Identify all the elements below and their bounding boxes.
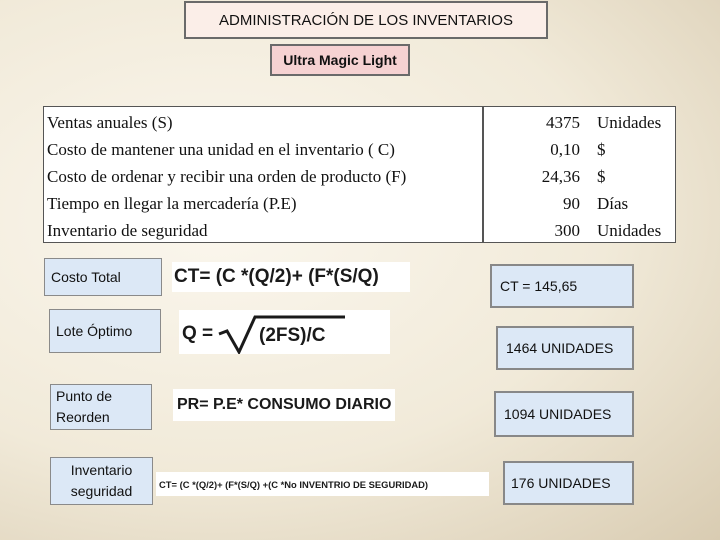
row-label-safety-stock: Inventario de seguridad: [47, 221, 208, 240]
parameters-labels-cell: [43, 106, 483, 243]
total-cost-label: Costo Total: [44, 258, 162, 296]
reorder-point-label: Punto de Reorden: [50, 384, 152, 430]
safety-stock-result: 176 UNIDADES: [503, 461, 634, 505]
row-label-ordering-cost: Costo de ordenar y recibir una orden de producto (F): [47, 167, 407, 186]
row-label-lead-time: Tiempo en llegar la mercadería (P.E): [47, 194, 297, 213]
row-unit-lead-time: Días: [597, 194, 629, 213]
row-unit-safety-stock: Unidades: [597, 221, 662, 240]
row-value-ordering-cost: 24,36: [541, 167, 580, 186]
safety-stock-formula: CT= (C *(Q/2)+ (F*(S/Q) +(C *No INVENTRIO DE SEGURIDAD): [156, 472, 489, 496]
row-value-holding-cost: 0,10: [550, 140, 580, 159]
row-unit-ordering-cost: $: [597, 167, 606, 186]
row-value-annual-sales: 4375: [546, 113, 580, 132]
optimal-lot-formula: [179, 310, 390, 354]
optimal-lot-radicand: (2FS)/C: [259, 325, 326, 346]
page-title: ADMINISTRACIÓN DE LOS INVENTARIOS: [184, 1, 548, 39]
parameters-table: [43, 106, 676, 243]
total-cost-formula: CT= (C *(Q/2)+ (F*(S/Q): [172, 262, 410, 292]
row-unit-annual-sales: Unidades: [597, 113, 662, 132]
row-label-holding-cost: Costo de mantener una unidad en el inventario ( C): [47, 140, 395, 159]
reorder-point-formula: PR= P.E* CONSUMO DIARIO: [173, 389, 395, 421]
optimal-lot-label: Lote Óptimo: [49, 309, 161, 353]
reorder-point-result: 1094 UNIDADES: [494, 391, 634, 437]
optimal-lot-q-equals: Q =: [182, 323, 214, 344]
safety-stock-label: Inventario seguridad: [50, 457, 153, 505]
row-label-annual-sales: Ventas anuales (S): [47, 113, 173, 132]
total-cost-result: CT = 145,65: [490, 264, 634, 308]
row-value-lead-time: 90: [563, 194, 580, 213]
product-name-label: Ultra Magic Light: [270, 44, 410, 76]
row-unit-holding-cost: $: [597, 140, 606, 159]
parameters-values-cell: [483, 106, 676, 243]
optimal-lot-result: 1464 UNIDADES: [496, 326, 634, 370]
row-value-safety-stock: 300: [554, 221, 580, 240]
